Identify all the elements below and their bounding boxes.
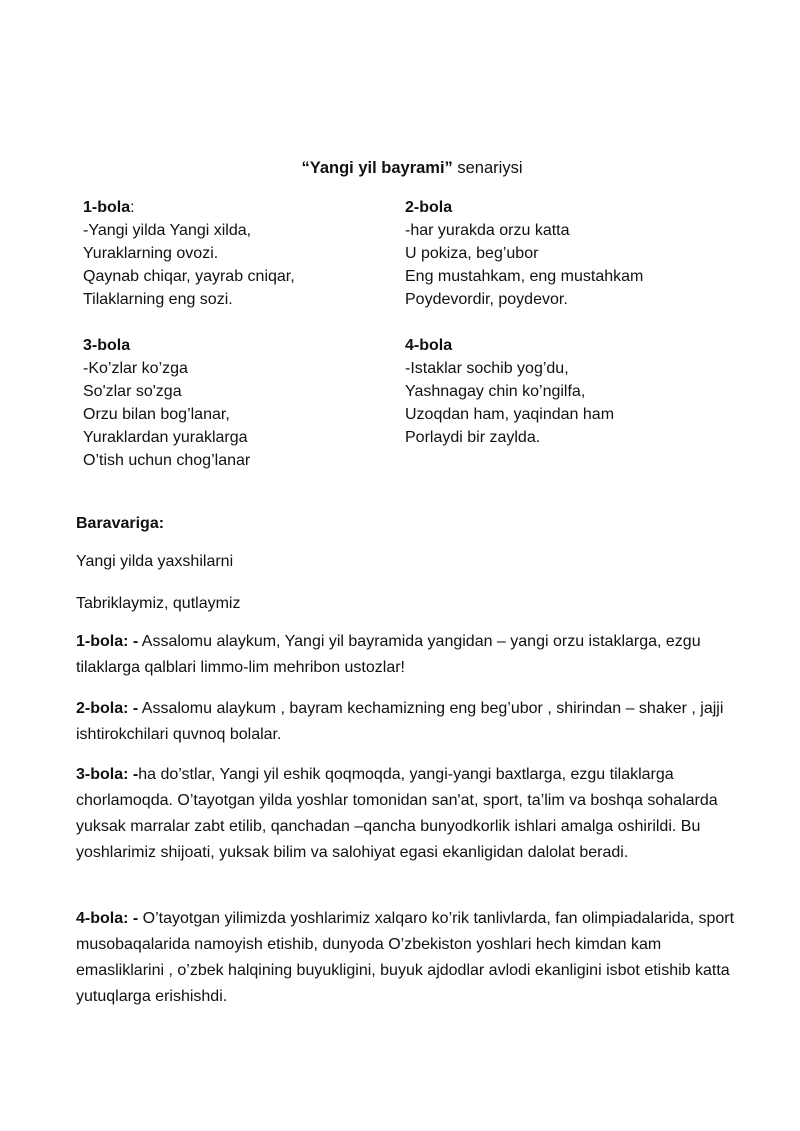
stanza-line: -Istaklar sochib yog’du, — [405, 360, 569, 377]
speaker-label: 2-bola: - — [76, 700, 139, 717]
speech-text: ha do’stlar, Yangi yil eshik qoqmoqda, yangi-yangi baxtlarga, ezgu tilaklarga chorlamoqda. O’tayotgan yilda yoshlar tomonidan san'at, sport, ta’lim va boshqa sohalarda yuksak marralar zabt etilib, qanchadan –qancha bunyodkorlik ishlari amalga oshirildi. Bu yoshlarimiz shijoati, yuksak bilim va salohiyat egasi ekanligidan dalolat beradi. — [76, 766, 718, 861]
stanza-line: Orzu bilan bog’lanar, — [83, 406, 230, 423]
stanza-4 — [405, 334, 614, 449]
stanza-line: Uzoqdan ham, yaqindan ham — [405, 406, 615, 423]
stanza-1 — [83, 196, 295, 311]
speech-paragraph-1 — [76, 629, 751, 681]
stanza-line: So'zlar so'zga — [83, 383, 182, 400]
stanza-line: -har yurakda orzu katta — [405, 222, 570, 239]
stanza-line: Porlaydi bir zaylda. — [405, 429, 541, 446]
speech-text: O’tayotgan yilimizda yoshlarimiz xalqaro ko’rik tanlivlarda, fan olimpiadalarida, sport musobaqalarida namoyish etishib, dunyoda O’zbekiston yoshlari hech kimdan kam emasliklarini , o’zbek halqining buyukligini, buyuk ajdodlar avlodi ekanligini isbot etishib katta yutuqlarga erishishdi. — [76, 910, 735, 1005]
speaker-label: 1-bola: - — [76, 633, 139, 650]
document-title — [0, 157, 800, 179]
stanza-heading: 3-bola — [83, 337, 131, 354]
stanza-3 — [83, 334, 250, 472]
stanza-line: Yuraklardan yuraklarga — [83, 429, 248, 446]
stanza-line: Qaynab chiqar, yayrab cniqar, — [83, 268, 295, 285]
speech-text: Assalomu alaykum, Yangi yil bayramida yangidan – yangi orzu istaklarga, ezgu tilaklarga qalblari limmo-lim mehribon ustozlar! — [76, 633, 701, 676]
chorus-line: Yangi yilda yaxshilarni — [76, 553, 234, 570]
stanza-heading: 1-bola: — [83, 199, 135, 216]
speech-paragraph-4 — [76, 906, 751, 1010]
speech-text: Assalomu alaykum , bayram kechamizning eng beg’ubor , shirindan – shaker , jajji ishtirokchilari quvnoq bolalar. — [76, 700, 724, 743]
document-title-rest: senariysi — [452, 159, 523, 177]
stanza-line: -Ko’zlar ko’zga — [83, 360, 188, 377]
stanza-line: -Yangi yilda Yangi xilda, — [83, 222, 252, 239]
speech-paragraph-2 — [76, 696, 751, 748]
document-title-bold: “Yangi yil bayrami” — [301, 159, 453, 177]
stanza-line: O’tish uchun chog’lanar — [83, 452, 251, 469]
stanza-line: Yashnagay chin ko’ngilfa, — [405, 383, 586, 400]
stanza-line: Tilaklarning eng sozi. — [83, 291, 233, 308]
speaker-label: 4-bola: - — [76, 910, 139, 927]
stanza-line: U pokiza, beg’ubor — [405, 245, 539, 262]
stanza-line: Eng mustahkam, eng mustahkam — [405, 268, 644, 285]
speaker-label: 3-bola: - — [76, 766, 139, 783]
stanza-heading: 2-bola — [405, 199, 453, 216]
stanza-heading: 4-bola — [405, 337, 453, 354]
stanza-line: Poydevordir, poydevor. — [405, 291, 568, 308]
chorus-label: Baravariga: — [76, 515, 165, 532]
stanza-line: Yuraklarning ovozi. — [83, 245, 219, 262]
chorus-line: Tabriklaymiz, qutlaymiz — [76, 595, 241, 612]
speech-paragraph-3 — [76, 762, 751, 866]
stanza-2 — [405, 196, 643, 311]
